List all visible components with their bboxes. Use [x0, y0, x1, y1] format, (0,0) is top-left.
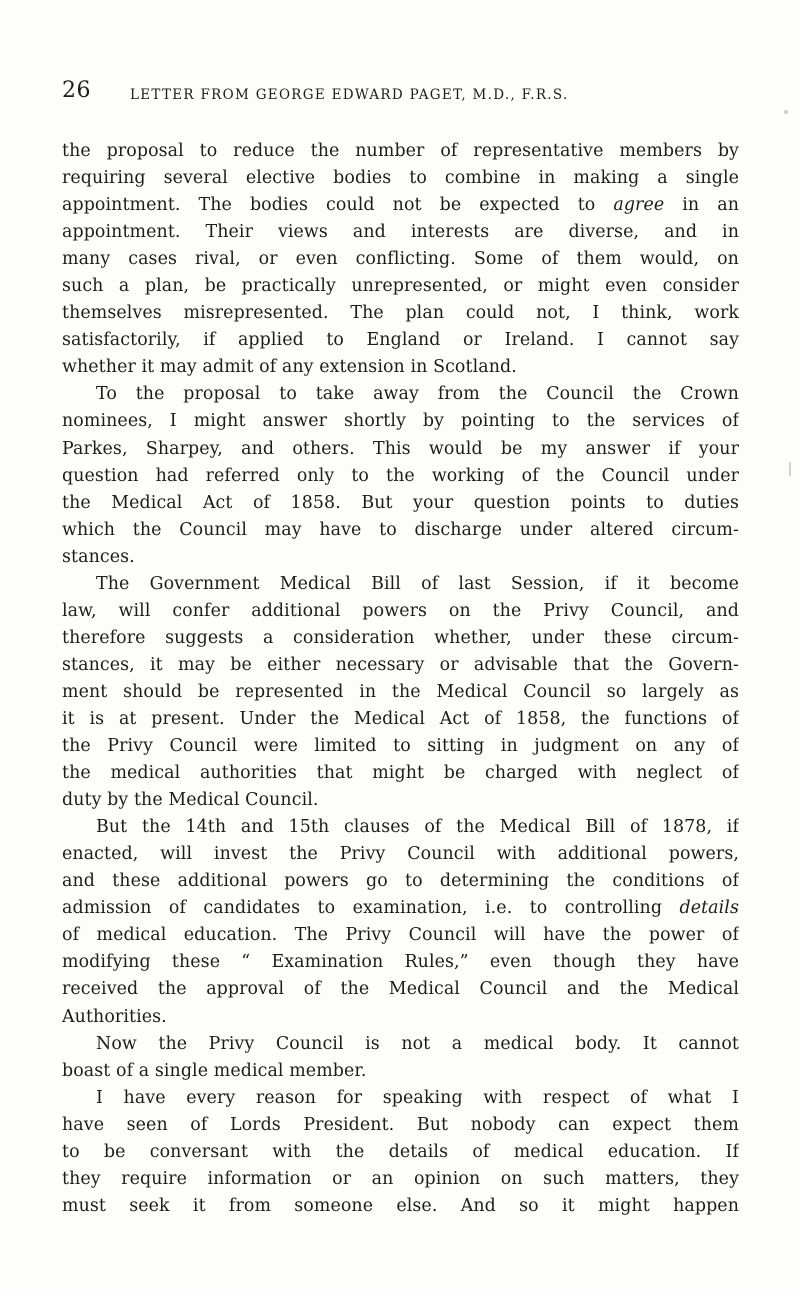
- text-segment: requiring several elective bodies to combine in making a single: [62, 168, 739, 189]
- text-line: [62, 760, 739, 787]
- text-segment: But the 14th and 15th clauses of the Medical Bill of 1878, if: [96, 817, 739, 838]
- text-segment: To the proposal to take away from the Council the Crown: [96, 384, 739, 405]
- text-line: [62, 354, 739, 381]
- text-line: [62, 490, 739, 517]
- text-segment: nominees, I might answer shortly by pointing to the services of: [62, 411, 739, 432]
- text-segment: I have every reason for speaking with respect of what I: [96, 1087, 739, 1108]
- text-line: [62, 922, 739, 949]
- text-line: [62, 381, 739, 408]
- text-segment: it is at present. Under the Medical Act of 1858, the functions of: [62, 708, 739, 729]
- text-segment: therefore suggests a consideration whether, under these circum-: [62, 627, 739, 648]
- text-line: [62, 895, 739, 922]
- text-line: [62, 733, 739, 760]
- text-segment: appointment. The bodies could not be expected to: [62, 195, 614, 216]
- text-line: [62, 300, 739, 327]
- text-line: [62, 679, 739, 706]
- text-line: [62, 1166, 739, 1193]
- text-line: [62, 1058, 739, 1085]
- text-line: [62, 463, 739, 490]
- text-segment: the proposal to reduce the number of representative members by: [62, 141, 739, 161]
- body-text: [62, 138, 739, 1220]
- text-line: [62, 246, 739, 273]
- text-line: [62, 625, 739, 652]
- text-segment: stances.: [62, 546, 135, 567]
- text-line: [62, 1193, 739, 1220]
- text-line: [62, 706, 739, 733]
- text-line: [62, 544, 739, 571]
- emphasis: details: [679, 898, 739, 919]
- text-segment: in an: [664, 195, 739, 216]
- text-segment: must seek it from someone else. And so it might happen: [62, 1195, 739, 1216]
- text-segment: and these additional powers go to determining the conditions of: [62, 871, 739, 892]
- page-number: 26: [62, 78, 91, 103]
- text-segment: which the Council may have to discharge under altered circum-: [62, 519, 739, 540]
- text-segment: to be conversant with the details of medical education. If: [62, 1141, 739, 1162]
- text-segment: question had referred only to the working of the Council under: [62, 465, 739, 486]
- text-line: [62, 517, 739, 544]
- text-segment: enacted, will invest the Privy Council with additional powers,: [62, 844, 739, 865]
- text-segment: of medical education. The Privy Council will have the power of: [62, 925, 739, 946]
- text-line: [62, 1004, 739, 1031]
- text-segment: the Medical Act of 1858. But your question points to duties: [62, 492, 739, 513]
- text-line: [62, 219, 739, 246]
- text-line: [62, 273, 739, 300]
- text-segment: law, will confer additional powers on the Privy Council, and: [62, 600, 739, 621]
- text-line: [62, 949, 739, 976]
- text-segment: received the approval of the Medical Council and the Medical: [62, 979, 739, 1000]
- text-line: [62, 841, 739, 868]
- text-segment: themselves misrepresented. The plan could not, I think, work: [62, 303, 739, 324]
- running-head: LETTER FROM GEORGE EDWARD PAGET, M.D., F.R.S.: [130, 87, 569, 103]
- text-line: [62, 138, 739, 165]
- text-segment: such a plan, be practically unrepresented, or might even consider: [62, 276, 739, 297]
- text-line: [62, 408, 739, 435]
- text-line: [62, 571, 739, 598]
- text-segment: modifying these “ Examination Rules,” even though they have: [62, 952, 739, 973]
- text-segment: admission of candidates to examination, i.e. to controlling: [62, 898, 680, 919]
- text-segment: Now the Privy Council is not a medical body. It cannot: [96, 1033, 739, 1054]
- text-line: [62, 1112, 739, 1139]
- text-segment: many cases rival, or even conflicting. Some of them would, on: [62, 249, 739, 270]
- page-mark: [789, 462, 791, 476]
- text-segment: have seen of Lords President. But nobody can expect them: [62, 1114, 739, 1135]
- text-segment: whether it may admit of any extension in Scotland.: [62, 357, 517, 378]
- page-speck: [784, 110, 788, 114]
- text-segment: Authorities.: [62, 1006, 167, 1027]
- text-segment: satisfactorily, if applied to England or Ireland. I cannot say: [62, 330, 739, 351]
- text-segment: stances, it may be either necessary or advisable that the Govern-: [62, 654, 739, 675]
- text-line: [62, 1139, 739, 1166]
- text-segment: they require information or an opinion on such matters, they: [62, 1168, 739, 1189]
- text-line: [62, 868, 739, 895]
- text-line: [62, 1085, 739, 1112]
- text-line: [62, 436, 739, 463]
- text-segment: the medical authorities that might be charged with neglect of: [62, 763, 739, 784]
- text-segment: The Government Medical Bill of last Session, if it become: [96, 573, 739, 594]
- text-segment: boast of a single medical member.: [62, 1060, 367, 1081]
- text-segment: ment should be represented in the Medical Council so largely as: [62, 681, 739, 702]
- text-line: [62, 652, 739, 679]
- text-line: [62, 814, 739, 841]
- text-line: [62, 327, 739, 354]
- text-segment: the Privy Council were limited to sitting in judgment on any of: [62, 736, 739, 757]
- text-segment: Parkes, Sharpey, and others. This would be my answer if your: [62, 438, 739, 459]
- text-line: [62, 192, 739, 219]
- text-line: [62, 787, 739, 814]
- text-segment: duty by the Medical Council.: [62, 790, 319, 811]
- text-segment: appointment. Their views and interests are diverse, and in: [62, 222, 739, 243]
- text-line: [62, 1031, 739, 1058]
- text-line: [62, 165, 739, 192]
- text-line: [62, 976, 739, 1003]
- text-line: [62, 598, 739, 625]
- emphasis: agree: [613, 195, 665, 216]
